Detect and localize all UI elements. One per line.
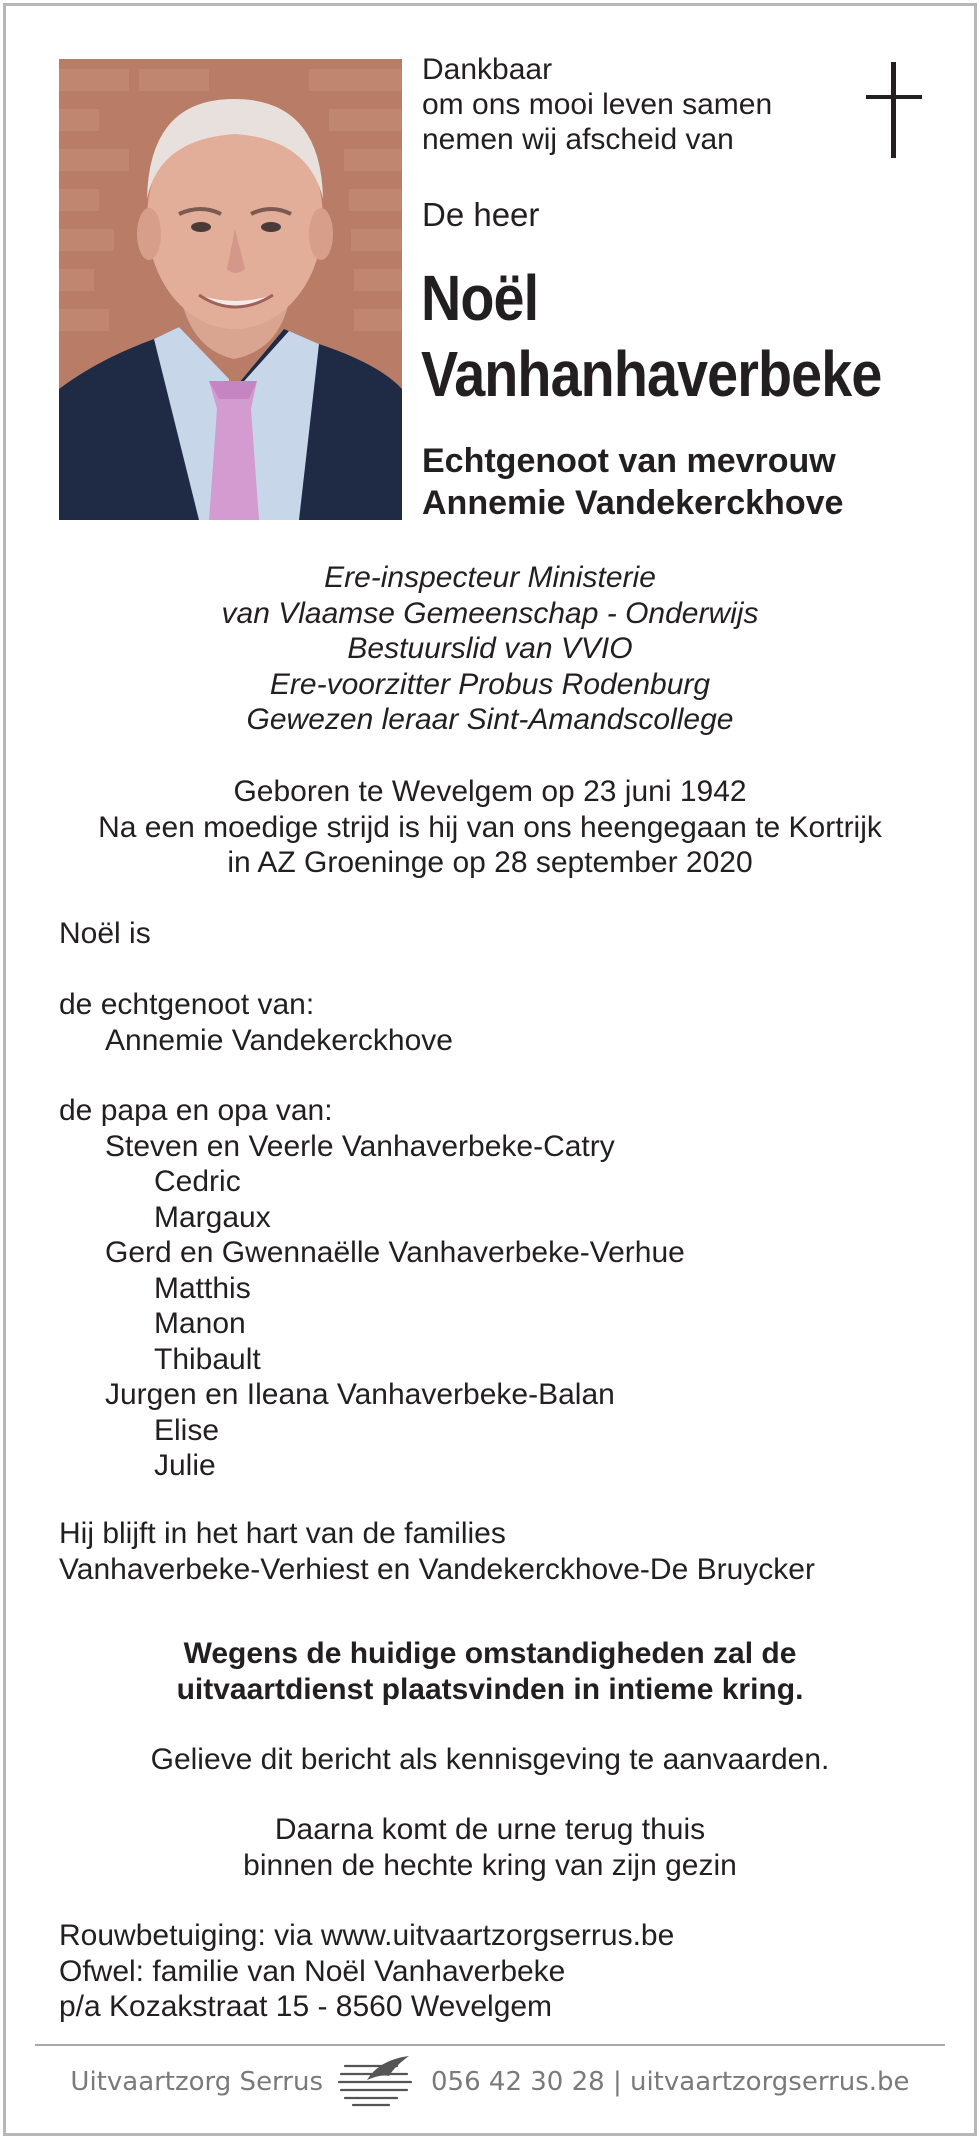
contact-info [59,1918,674,2025]
deceased-name [421,260,881,412]
portrait-photo [59,59,402,520]
families-line: Hij blijft in het hart van de families [59,1517,506,1550]
roles-list [0,560,980,738]
family-line: Ofwel: familie van Noël Vanhaverbeke [59,1954,566,1988]
bird-logo-icon [337,2052,417,2112]
spouse-line: Echtgenoot van mevrouw [422,442,836,480]
role-line: Bestuurslid van VVIO [347,632,633,665]
footer [0,2052,980,2112]
grandchild: Manon [154,1307,246,1340]
urn-text [0,1812,980,1884]
role-line: Ere-voorzitter Probus Rodenburg [269,667,711,701]
grandchild: Elise [154,1413,220,1447]
birth-death-line: Geboren te Wevelgem op 23 juni 1942 [233,775,747,808]
urn-line: binnen de hechte kring van zijn gezin [243,1849,737,1882]
intro-line: nemen wij afscheid van [422,123,734,156]
honorific: De heer [422,196,540,233]
acceptance-text: Gelieve dit bericht als kennisgeving te aanvaarden. [150,1743,830,1776]
spouse-section [59,987,453,1058]
company-name: Uitvaartzorg Serrus [70,2067,324,2097]
role-line: Ere-inspecteur Ministerie [324,561,656,594]
condolence-line: Rouwbetuiging: via www.uitvaartzorgserrus.be [59,1919,675,1952]
intro-text [422,52,772,157]
notice-line: Wegens de huidige omstandigheden zal de [183,1637,797,1670]
role-line: van Vlaamse Gemeenschap - Onderwijs [221,596,759,630]
birth-death-text [0,774,980,881]
families-line: Vanhaverbeke-Verhiest en Vandekerckhove-De Bruycker [59,1552,815,1586]
role-line: Gewezen leraar Sint-Amandscollege [246,703,734,736]
footer-contact: 056 42 30 28 | uitvaartzorgserrus.be [431,2067,910,2097]
intro-line: Dankbaar [422,53,553,86]
child-family: Steven en Veerle Vanhaverbeke-Catry [105,1129,615,1163]
child-family: Gerd en Gwennaëlle Vanhaverbeke-Verhue [105,1236,685,1269]
birth-death-line: Na een moedige strijd is hij van ons heengegaan te Kortrijk [98,810,882,844]
spouse-line: Annemie Vandekerckhove [422,484,844,522]
grandchild: Julie [154,1449,216,1482]
notice-line: uitvaartdienst plaatsvinden in intieme kring. [176,1673,804,1706]
last-name: Vanhanhaverbeke [421,338,882,410]
birth-death-line: in AZ Groeninge op 28 september 2020 [227,846,753,879]
child-family: Jurgen en Ileana Vanhaverbeke-Balan [105,1378,615,1411]
footer-divider [35,2044,945,2046]
first-name: Noël [421,262,539,334]
children-section [59,1093,685,1484]
cross-icon [866,62,922,158]
address-line: p/a Kozakstraat 15 - 8560 Wevelgem [59,1990,553,2023]
families-text [59,1516,815,1587]
grandchild: Matthis [154,1271,251,1305]
grandchild: Thibault [154,1342,261,1376]
spouse-section-name: Annemie Vandekerckhove [105,1023,453,1057]
grandchild: Margaux [154,1200,271,1234]
spouse-section-heading: de echtgenoot van: [59,988,315,1021]
family-intro: Noël is [59,917,151,950]
grandchild: Cedric [154,1165,241,1198]
intro-line: om ons mooi leven samen [422,88,773,121]
urn-line: Daarna komt de urne terug thuis [274,1813,706,1846]
ceremony-notice [0,1636,980,1708]
spouse-heading [422,440,843,524]
children-heading: de papa en opa van: [59,1094,333,1127]
